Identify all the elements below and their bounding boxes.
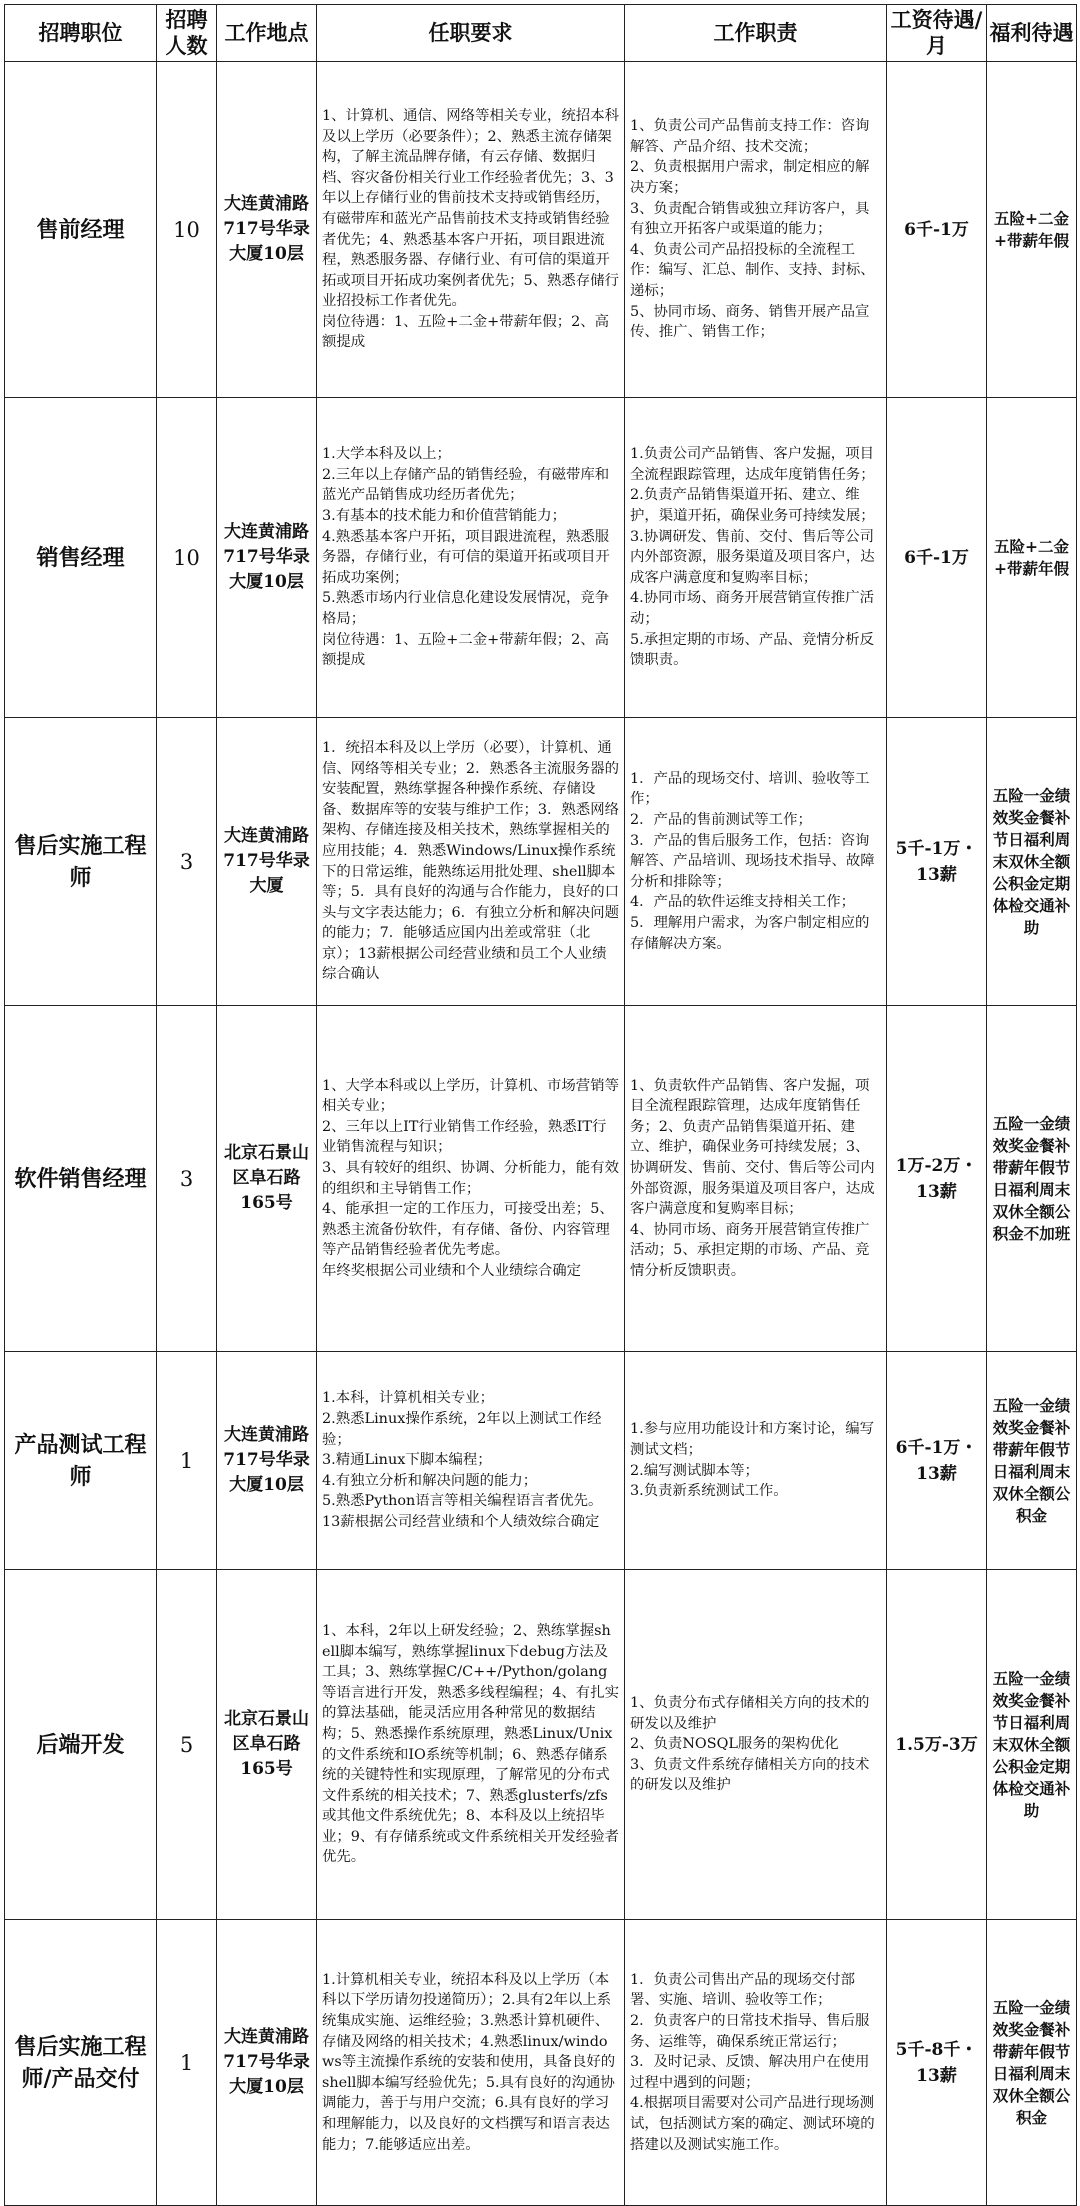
location-cell: 北京石景山区阜石路165号 (217, 1570, 317, 1920)
table-row (5, 1352, 1077, 1570)
duties-text: 1.负责公司产品销售、客户发掘，项目全流程跟踪管理，达成年度销售任务； 2.负责产品销售渠道开拓、建立、维护，渠道开拓，确保业务可持续发展； 3.协调研发、售前、交付、售后等公司内外部资源，服务渠道及项目客户，达成客户满意度和复购率目标； 4.协同市场、商务开展营销宣传推广活动； 5.承担定期的市场、产品、竞情分析反馈职责。 (630, 446, 875, 669)
requirements-text: 1、计算机、通信、网络等相关专业，统招本科及以上学历（必要条件）；2、熟悉主流存储架构，了解主流品牌存储，有云存储、数据归档、容灾备份相关行业工作经验者优先；3、3年以上存储行业的售前技术支持或销售经历，有磁带库和蓝光产品售前技术支持或销售经验者优先；4、熟悉基本客户开拓，项目跟进流程，熟悉服务器、存储行业、有可信的渠道开拓或项目开拓成功案例者优先；5、熟悉存储行业招投标工作者优先。 岗位待遇：1、五险+二金+带薪年假；2、高额提成 (322, 107, 619, 351)
table-row (5, 398, 1077, 718)
duties-cell (625, 1920, 887, 2206)
header-location: 工作地点 (217, 5, 317, 62)
recruitment-table (4, 4, 1077, 2206)
header-benefits: 福利待遇 (987, 5, 1077, 62)
requirements-text: 1、大学本科或以上学历，计算机、市场营销等相关专业； 2、三年以上IT行业销售工作经验，熟悉IT行业销售流程与知识； 3、具有较好的组织、协调、分析能力，能有效的组织和主导销售工作； 4、能承担一定的工作压力，可接受出差；5、熟悉主流备份软件，有存储、备份、内容管理等产品销售经验者优先考虑。 年终奖根据公司业绩和个人业绩综合确定 (322, 1077, 619, 1279)
header-count: 招聘人数 (157, 5, 217, 62)
salary-cell: 5千-8千・13薪 (887, 1920, 987, 2206)
benefits-cell: 五险一金绩效奖金餐补带薪年假节日福利周末双休全额公积金不加班 (987, 1006, 1077, 1352)
requirements-text: 1、本科，2年以上研发经验；2、熟练掌握shell脚本编写，熟练掌握linux下debug方法及工具；3、熟练掌握C/C++/Python/golang等语言进行开发，熟悉多线程编程；4、有扎实的算法基础，能灵活应用各种常见的数据结构；5、熟悉操作系统原理，熟悉Linux/Unix的文件系统和IO系统等机制；6、熟悉存储系统的关键特性和实现原理，了解常见的分布式文件系统的相关技术；7、熟悉glusterfs/zfs或其他文件系统优先；8、本科及以上统招毕业；9、有存储系统或文件系统相关开发经验者优先。 (322, 1622, 619, 1866)
duties-cell (625, 398, 887, 718)
header-position: 招聘职位 (5, 5, 157, 62)
header-requirements: 任职要求 (317, 5, 625, 62)
location-cell: 大连黄浦路717号华录大厦 (217, 718, 317, 1006)
benefits-cell: 五险一金绩效奖金餐补节日福利周末双休全额公积金定期体检交通补助 (987, 1570, 1077, 1920)
duties-cell (625, 1006, 887, 1352)
position-cell: 售前经理 (5, 62, 157, 398)
duties-cell (625, 62, 887, 398)
count-cell: 10 (157, 398, 217, 718)
table-row (5, 718, 1077, 1006)
duties-text: 1、负责公司产品售前支持工作：咨询解答、产品介绍、技术交流； 2、负责根据用户需求，制定相应的解决方案； 3、负责配合销售或独立拜访客户，具有独立开拓客户或渠道的能力； 4、负责公司产品招投标的全流程工作：编写、汇总、制作、支持、封标、递标； 5、协同市场、商务、销售开展产品宣传、推广、销售工作； (630, 118, 875, 341)
requirements-cell (317, 398, 625, 718)
benefits-cell: 五险+二金+带薪年假 (987, 398, 1077, 718)
benefits-cell: 五险一金绩效奖金餐补节日福利周末双休全额公积金定期体检交通补助 (987, 718, 1077, 1006)
header-salary: 工资待遇/月 (887, 5, 987, 62)
location-cell: 大连黄浦路717号华录大厦10层 (217, 1920, 317, 2206)
table-row (5, 1570, 1077, 1920)
duties-text: 1．负责公司售出产品的现场交付部署、实施、培训、验收等工作； 2．负责客户的日常技术指导、售后服务、运维等，确保系统正常运行； 3．及时记录、反馈、解决用户在使用过程中遇到的问题； 4.根据项目需要对公司产品进行现场测试，包括测试方案的确定、测试环境的搭建以及测试实施工作。 (630, 1971, 875, 2153)
requirements-cell (317, 1352, 625, 1570)
requirements-cell (317, 62, 625, 398)
count-cell: 1 (157, 1352, 217, 1570)
duties-text: 1.参与应用功能设计和方案讨论，编写测试文档； 2.编写测试脚本等； 3.负责新系统测试工作。 (630, 1421, 874, 1500)
benefits-cell: 五险+二金+带薪年假 (987, 62, 1077, 398)
salary-cell: 5千-1万・13薪 (887, 718, 987, 1006)
requirements-text: 1.计算机相关专业，统招本科及以上学历（本科以下学历请勿投递简历）；2.具有2年以上系统集成实施、运维经验；3.熟悉计算机硬件、存储及网络的相关技术；4.熟悉linux/windows等主流操作系统的安装和使用，具备良好的shell脚本编写经验优先；5.具有良好的沟通协调能力，善于与用户交流；6.具有良好的学习和理解能力，以及良好的文档撰写和语言表达能力；7.能够适应出差。 (322, 1971, 616, 2153)
salary-cell: 6千-1万・13薪 (887, 1352, 987, 1570)
header-duties: 工作职责 (625, 5, 887, 62)
position-cell: 后端开发 (5, 1570, 157, 1920)
count-cell: 10 (157, 62, 217, 398)
location-cell: 大连黄浦路717号华录大厦10层 (217, 62, 317, 398)
salary-cell: 1万-2万・13薪 (887, 1006, 987, 1352)
duties-cell (625, 1352, 887, 1570)
duties-text: 1．产品的现场交付、培训、验收等工作； 2．产品的售前测试等工作； 3．产品的售后服务工作，包括：咨询解答、产品培训、现场技术指导、故障分析和排除等； 4．产品的软件运维支持相关工作； 5．理解用户需求，为客户制定相应的存储解决方案。 (630, 770, 875, 952)
duties-cell (625, 718, 887, 1006)
requirements-text: 1.大学本科及以上； 2.三年以上存储产品的销售经验，有磁带库和蓝光产品销售成功经历者优先； 3.有基本的技术能力和价值营销能力； 4.熟悉基本客户开拓，项目跟进流程，熟悉服务器，存储行业，有可信的渠道开拓或项目开拓成功案例； 5.熟悉市场内行业信息化建设发展情况，竞争格局； 岗位待遇：1、五险+二金+带薪年假；2、高额提成 (322, 446, 610, 669)
location-cell: 北京石景山区阜石路165号 (217, 1006, 317, 1352)
count-cell: 3 (157, 1006, 217, 1352)
requirements-text: 1．统招本科及以上学历（必要），计算机、通信、网络等相关专业；2．熟悉各主流服务器的安装配置，熟练掌握各种操作系统、存储设备、数据库等的安装与维护工作；3．熟悉网络架构、存储连接及相关技术，熟练掌握相关的应用技能；4．熟悉Windows/Linux操作系统下的日常运维，能熟练运用批处理、shell脚本等；5．具有良好的沟通与合作能力，良好的口头与文字表达能力；6．有独立分析和解决问题的能力；7．能够适应国内出差或常驻（北京）；13薪根据公司经营业绩和员工个人业绩综合确认 (322, 739, 619, 983)
table-row (5, 1006, 1077, 1352)
count-cell: 1 (157, 1920, 217, 2206)
position-cell: 售后实施工程师 (5, 718, 157, 1006)
requirements-text: 1.本科，计算机相关专业； 2.熟悉Linux操作系统，2年以上测试工作经验； 3.精通Linux下脚本编程； 4.有独立分析和解决问题的能力； 5.熟悉Python语言等相关编程语言者优先。 13薪根据公司经营业绩和个人绩效综合确定 (322, 1390, 603, 1530)
location-cell: 大连黄浦路717号华录大厦10层 (217, 398, 317, 718)
header-row (5, 5, 1077, 62)
table-row (5, 62, 1077, 398)
requirements-cell (317, 1006, 625, 1352)
salary-cell: 6千-1万 (887, 398, 987, 718)
duties-text: 1、负责软件产品销售、客户发掘，项目全流程跟踪管理，达成年度销售任务；2、负责产品销售渠道开拓、建立、维护，确保业务可持续发展；3、协调研发、售前、交付、售后等公司内外部资源，服务渠道及项目客户，达成客户满意度和复购率目标； 4、协同市场、商务开展营销宣传推广活动；5、承担定期的市场、产品、竞情分析反馈职责。 (630, 1077, 875, 1279)
position-cell: 产品测试工程师 (5, 1352, 157, 1570)
position-cell: 销售经理 (5, 398, 157, 718)
count-cell: 5 (157, 1570, 217, 1920)
location-cell: 大连黄浦路717号华录大厦10层 (217, 1352, 317, 1570)
count-cell: 3 (157, 718, 217, 1006)
position-cell: 软件销售经理 (5, 1006, 157, 1352)
table-row (5, 1920, 1077, 2206)
duties-cell (625, 1570, 887, 1920)
position-cell: 售后实施工程师/产品交付 (5, 1920, 157, 2206)
benefits-cell: 五险一金绩效奖金餐补带薪年假节日福利周末双休全额公积金 (987, 1352, 1077, 1570)
salary-cell: 1.5万-3万 (887, 1570, 987, 1920)
duties-text: 1、负责分布式存储相关方向的技术的研发以及维护 2、负责NOSQL服务的架构优化 3、负责文件系统存储相关方向的技术的研发以及维护 (630, 1695, 870, 1794)
requirements-cell (317, 1570, 625, 1920)
benefits-cell: 五险一金绩效奖金餐补带薪年假节日福利周末双休全额公积金 (987, 1920, 1077, 2206)
salary-cell: 6千-1万 (887, 62, 987, 398)
requirements-cell (317, 718, 625, 1006)
requirements-cell (317, 1920, 625, 2206)
